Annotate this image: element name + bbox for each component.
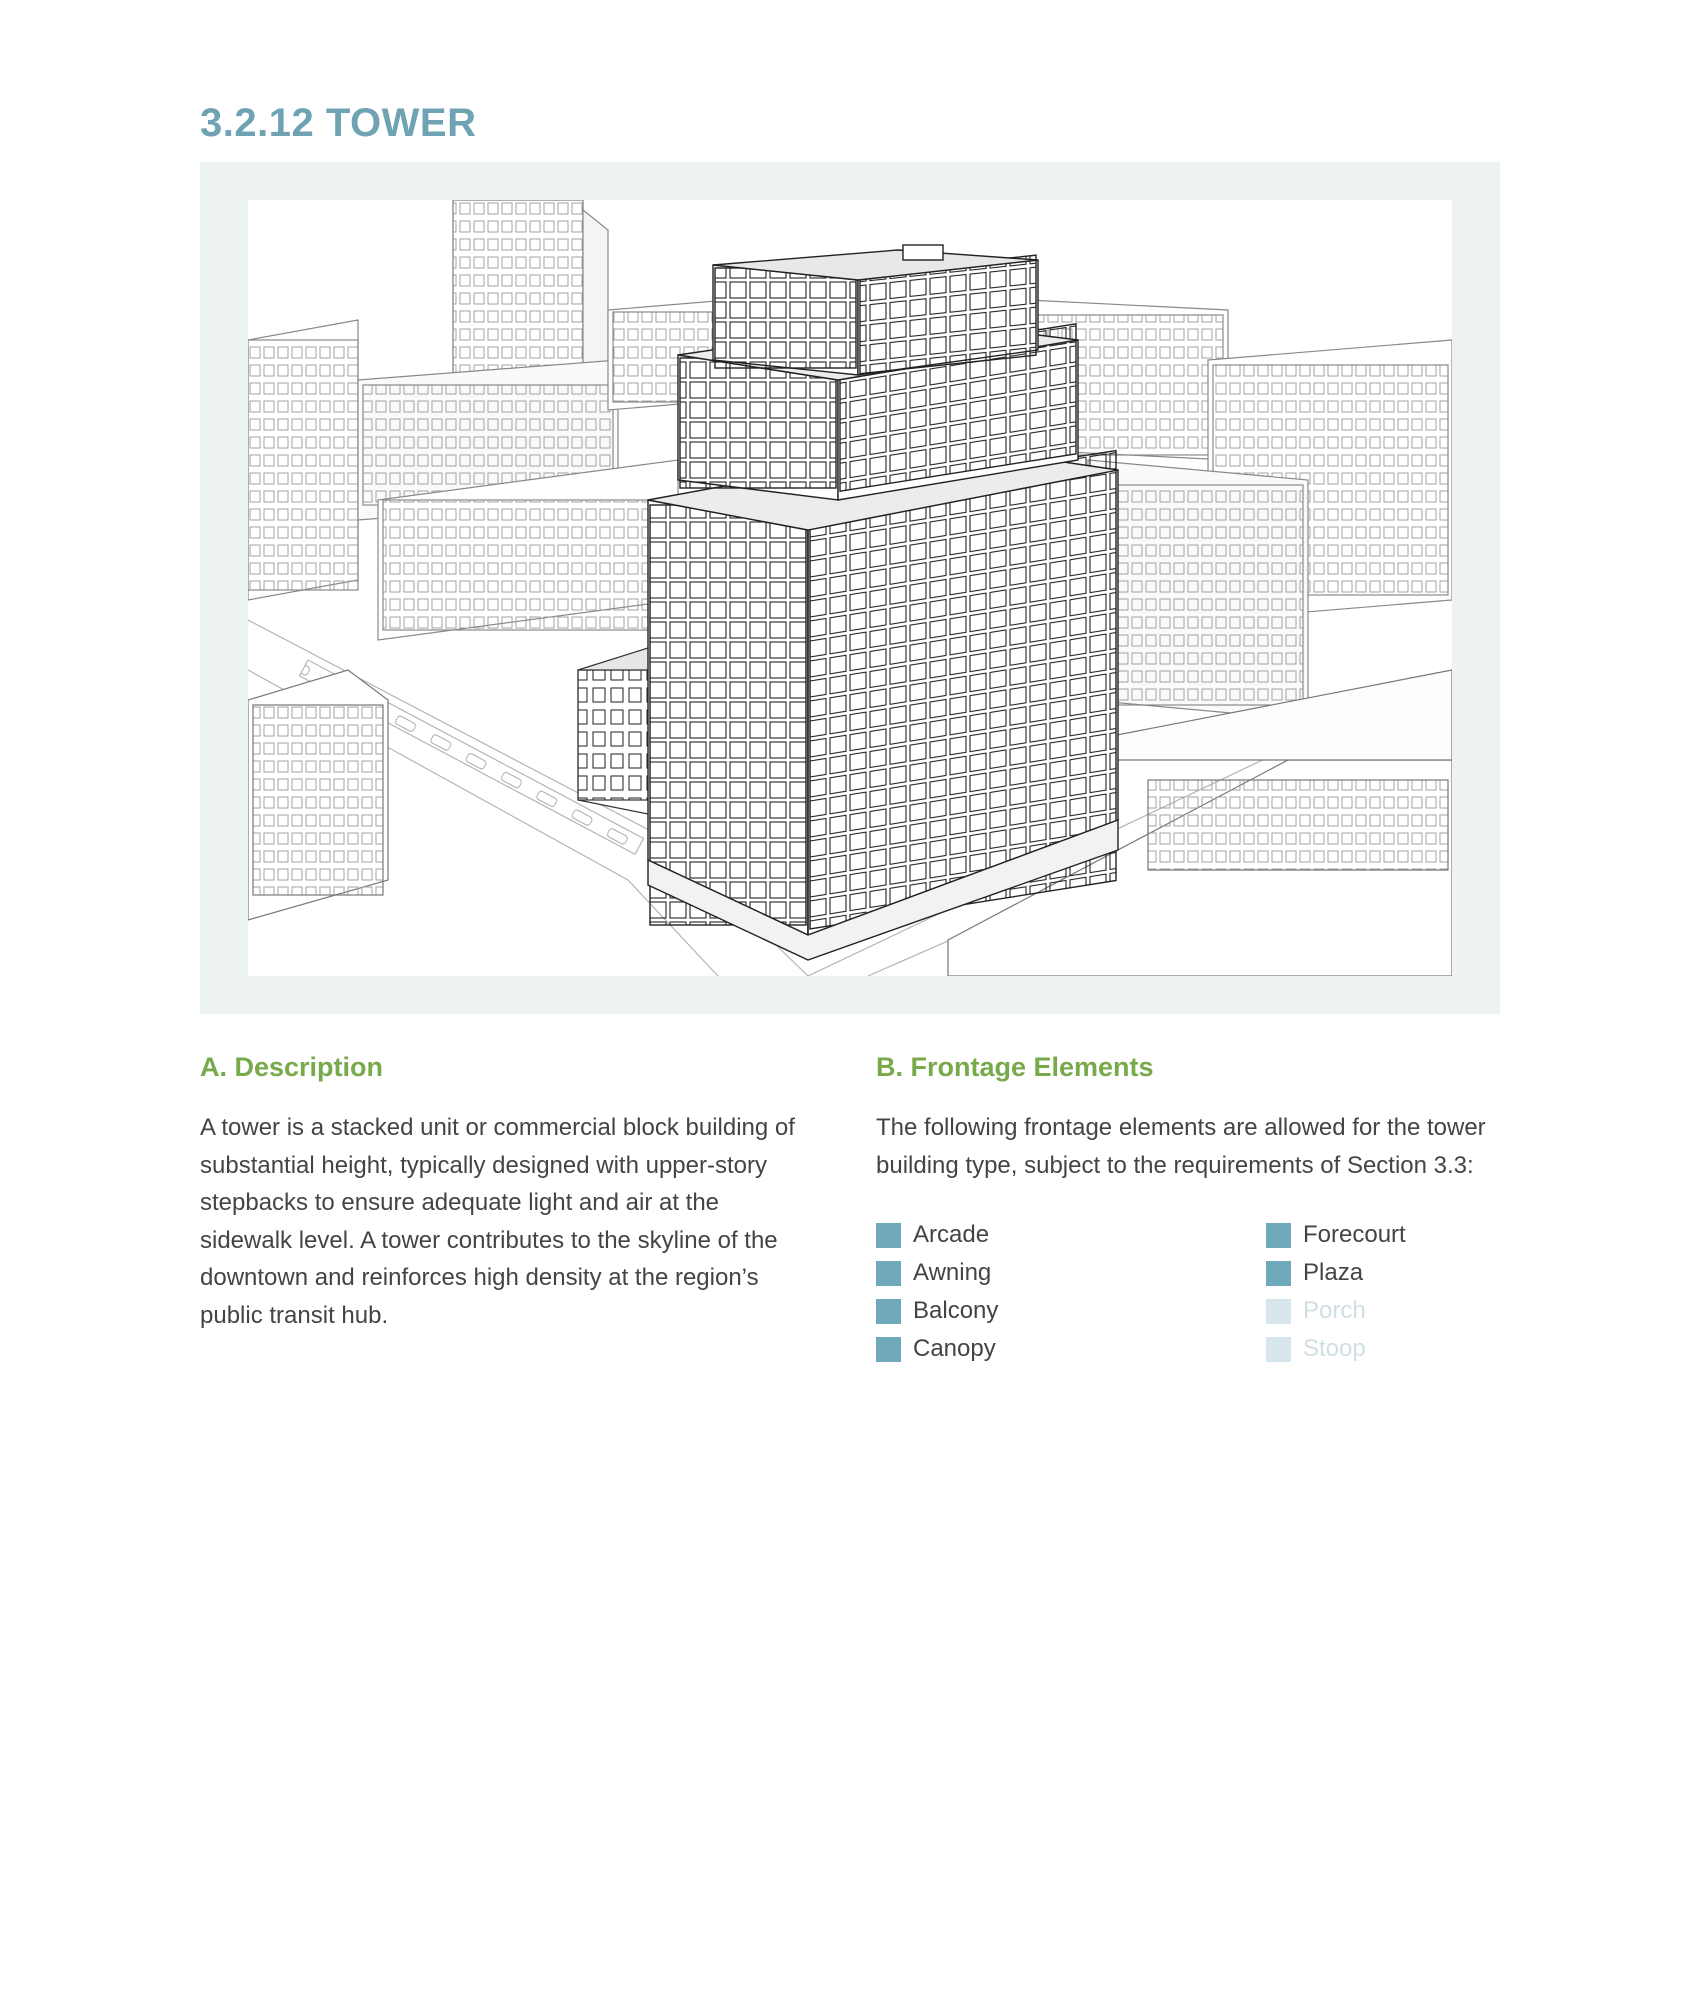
frontage-element-label: Canopy [913,1335,996,1362]
frontage-elements-section [876,1052,1516,1184]
frontage-intro: The following frontage elements are allowed for the tower building type, subject to the requirements of Section 3.3: [876,1114,1486,1179]
tower-top-crown [713,245,1038,375]
tower-lower-mass [648,445,1118,960]
frontage-element-canopy [876,1334,996,1364]
frontage-element-porch [1266,1296,1366,1326]
frontage-element-arcade [876,1220,989,1250]
frontage-swatch [1266,1337,1291,1362]
frontage-element-balcony [876,1296,998,1326]
frontage-element-forecourt [1266,1220,1406,1250]
frontage-element-label: Plaza [1303,1259,1364,1286]
description-body: A tower is a stacked unit or commercial block building of substantial height, typically designed with upper-story stepbacks to ensure adequate light and air at the sidewalk level. A tower contributes to the skyline of the downtown and reinforces high density at the region’s public transit hub. [200,1114,795,1329]
frontage-swatch [876,1299,901,1324]
frontage-element-label: Balcony [913,1297,999,1324]
frontage-swatch [1266,1299,1291,1324]
frontage-element-label: Awning [913,1259,992,1286]
frontage-heading: B. Frontage Elements [876,1052,1154,1082]
tower-illustration [248,200,1452,976]
foreground-left-building [248,670,388,920]
frontage-swatch [1266,1223,1291,1248]
frontage-element-label: Stoop [1303,1335,1366,1362]
description-heading: A. Description [200,1052,384,1082]
frontage-element-label: Porch [1303,1297,1366,1324]
frontage-element-label: Arcade [913,1221,990,1248]
frontage-element-plaza [1266,1258,1363,1288]
frontage-swatch [876,1261,901,1286]
frontage-element-list [876,1220,1516,1380]
figure-frame [200,162,1500,1014]
frontage-element-label: Forecourt [1303,1221,1406,1248]
frontage-element-awning [876,1258,991,1288]
frontage-element-stoop [1266,1334,1366,1364]
frontage-swatch [876,1223,901,1248]
frontage-swatch [876,1337,901,1362]
frontage-swatch [1266,1261,1291,1286]
description-section [200,1052,810,1334]
page-title: 3.2.12 TOWER [200,101,477,145]
